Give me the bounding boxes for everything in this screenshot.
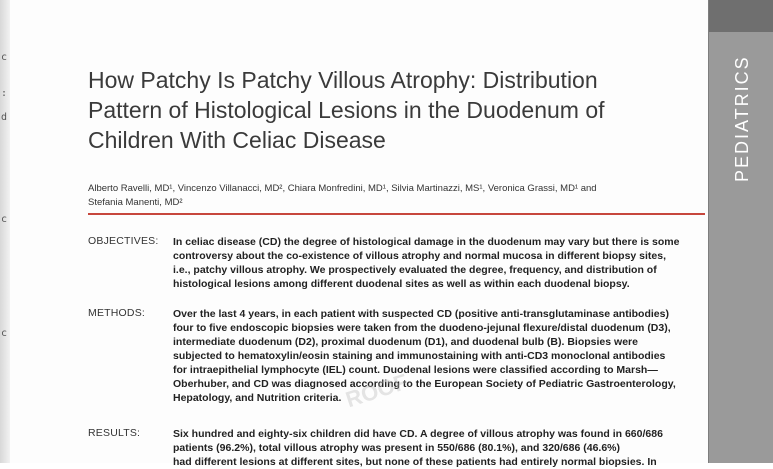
section-label: PEDIATRICS: [732, 55, 752, 182]
body-line: intermediate duodenum (D2), proximal duodenum (D1), and duodenal bulb (B). Biopsies were: [173, 336, 638, 348]
proof-watermark: ROOF: [342, 368, 411, 413]
section-body: [173, 235, 708, 291]
section-heading: METHODS:: [88, 307, 146, 319]
margin-mark: d: [1, 112, 8, 123]
author-line: Alberto Ravelli, MD¹, Vincenzo Villanacci, MD², Chiara Monfredini, MD¹, Silvia Martinazzi, MS¹, Veronica Grassi, MD¹ and: [88, 183, 597, 194]
body-line: Six hundred and eighty-six children did have CD. A degree of villous atrophy was found in 660/686: [173, 428, 663, 440]
body-line: had different lesions at different sites, but none of these patients had entirely normal biopsies. In: [173, 456, 657, 468]
section-heading: OBJECTIVES:: [88, 235, 159, 247]
title-line: Pattern of Histological Lesions in the Duodenum of: [88, 97, 605, 123]
margin-mark: c: [1, 52, 8, 63]
margin-mark: c: [1, 328, 8, 339]
section-side-tab: [708, 0, 773, 463]
section-heading: RESULTS:: [88, 427, 141, 439]
author-line: Stefania Manenti, MD²: [88, 197, 183, 208]
body-line: patients (96.2%), total villous atrophy was present in 550/686 (80.1%), and 320/686 (46.6%): [173, 442, 621, 454]
title-line: How Patchy Is Patchy Villous Atrophy: Distribution: [88, 67, 598, 93]
author-list: [88, 182, 688, 210]
title-divider: [88, 213, 705, 215]
body-line: i.e., patchy villous atrophy. We prospectively evaluated the degree, frequency, and distribution of: [173, 264, 657, 276]
margin-mark: c: [1, 214, 8, 225]
margin-mark: :: [1, 88, 8, 99]
body-line: Oberhuber, and CD was diagnosed according to the European Society of Pediatric Gastroenterology,: [173, 378, 676, 390]
body-line: four to five endoscopic biopsies were taken from the duodeno-jejunal flexure/distal duodenum (D3),: [173, 322, 671, 334]
body-line: Over the last 4 years, in each patient with suspected CD (positive anti-transglutaminase antibodies): [173, 308, 669, 320]
adjacent-page-edge: [0, 0, 10, 463]
body-line: subjected to hematoxylin/eosin staining and immunostaining with anti-CD3 monoclonal antibodies: [173, 350, 666, 362]
article-title: [88, 65, 688, 155]
side-tab-top-strip: [709, 0, 773, 32]
section-body: [173, 307, 708, 405]
body-line: controversy about the co-existence of villous atrophy and normal mucosa in different biopsy sites,: [173, 250, 667, 262]
title-line: Children With Celiac Disease: [88, 127, 386, 153]
body-line: In celiac disease (CD) the degree of histological damage in the duodenum may vary but there is some: [173, 236, 680, 248]
body-line: for intraepithelial lymphocyte (IEL) count. Duodenal lesions were classified according to Marsh—: [173, 364, 658, 376]
body-line: Hepatology, and Nutrition criteria.: [173, 392, 342, 404]
body-line: histological lesions among different duodenal sites as well as within each duodenal biopsy.: [173, 278, 630, 290]
